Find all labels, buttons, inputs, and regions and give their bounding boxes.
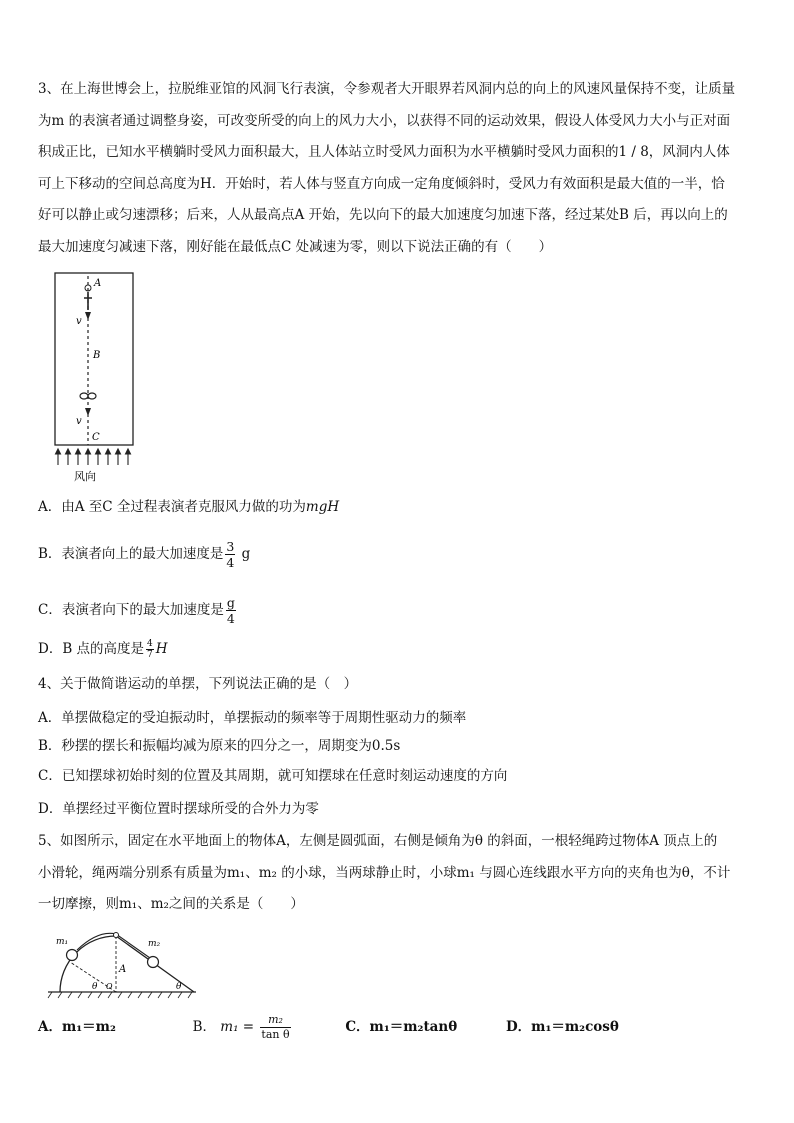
q3-option-a-text: A．由A 至C 全过程表演者克服风力做的功为 [38,499,306,515]
fraction-numerator: 3 [226,539,235,554]
q3-option-a [38,497,339,517]
q4-option-b: B．秒摆的摆长和振幅均减为原来的四分之一，周期变为0.5s [38,738,401,754]
q5-option-b-label: B． [192,1019,216,1035]
q3-option-c-text: C．表演者向下的最大加速度是 [38,602,224,618]
q5-stem-line: 小滑轮，绳两端分别系有质量为m₁、m₂ 的小球，当两球静止时，小球m₁ 与圆心连线跟水平方向的夹角也为θ，不计 [38,864,731,881]
q3-stem-line: 积成正比，已知水平横躺时受风力面积最大，且人体站立时受风力面积为水平横躺时受风力面积的1 / 8，风洞内人体 [38,144,730,160]
label-C: C [92,432,100,443]
q5-stem-line: 5、如图所示，固定在水平地面上的物体A，左侧是圆弧面，右侧是倾角为θ 的斜面，一根轻绳跨过物体A 顶点上的 [38,833,718,849]
fraction-denominator: tan θ [261,1028,290,1041]
q3-stem-line: 为m 的表演者通过调整身姿，可改变所受的向上的风力大小，以获得不同的运动效果，假设人体受风力大小与正对面 [38,112,731,129]
wind-caption: 风向 [74,470,96,483]
ball-m1 [67,950,78,961]
q4-option-c: C．已知摆球初始时刻的位置及其周期，就可知摆球在任意时刻运动速度的方向 [38,768,508,784]
label-theta-left: θ [92,982,98,992]
fraction-denominator: 7 [147,650,153,660]
q3-option-d-fraction [146,639,154,660]
q5-option-d: D．m₁＝m₂cosθ [505,1019,619,1035]
wind-arrows [56,449,131,465]
q3-option-c-fraction [226,595,236,626]
q3-option-b-fraction [225,539,235,570]
label-A: A [119,964,127,975]
fraction-denominator: 4 [226,611,235,626]
q4-option-d: D．单摆经过平衡位置时摆球所受的合外力为零 [38,801,319,817]
label-m2: m₂ [148,939,161,949]
q3-option-c [38,591,238,629]
q5-option-b-fraction [260,1013,290,1042]
q5-option-b [193,1012,293,1042]
object-A-outline [60,936,194,992]
fraction-denominator: 4 [226,555,235,570]
label-A: A [94,278,102,289]
arc-incline-figure [46,928,206,1000]
q3-option-d [38,637,168,661]
q3-stem-line: 最大加速度匀减速下落，刚好能在最低点C 处减速为零，则以下说法正确的有（ ） [38,238,553,255]
q5-option-a: A．m₁＝m₂ [38,1019,116,1035]
q3-option-d-text: D．B 点的高度是 [38,641,145,657]
q3-option-a-math: mgH [305,499,340,515]
q3-option-d-var: H [155,641,168,657]
ball-m2 [148,957,159,968]
label-m1: m₁ [56,937,69,947]
fraction-numerator: 4 [147,639,153,649]
q3-option-b-suffix: g [237,546,251,562]
question-5-stem [38,826,756,921]
fraction-numerator: m₂ [260,1013,290,1028]
q3-stem-line: 3、在上海世博会上，拉脱维亚馆的风洞飞行表演，令参观者大开眼界若风洞内总的向上的风速风量保持不变，让质量 [38,81,736,97]
q3-stem-line: 好可以静止或匀速漂移；后来，人从最高点A 开始，先以向下的最大加速度匀加速下落，经过某处B 后，再以向上的 [38,207,728,223]
q3-option-b-text: B．表演者向上的最大加速度是 [38,546,224,562]
q3-stem-line: 可上下移动的空间总高度为H．开始时，若人体与竖直方向成一定角度倾斜时，受风力有效面积是最大值的一半，恰 [38,175,725,192]
fraction-numerator: g [226,595,235,610]
q4-option-a: A．单摆做稳定的受迫振动时，单摆振动的频率等于周期性驱动力的频率 [38,710,467,726]
label-theta-right: θ [176,982,182,992]
q5-option-c: C．m₁＝m₂tanθ [345,1019,458,1035]
q5-stem-line: 一切摩擦，则m₁、m₂之间的关系是（ ） [38,896,304,912]
question-4-stem: 4、关于做简谐运动的单摆，下列说法正确的是（ ） [38,676,358,692]
label-v-top: v [76,316,82,327]
q5-options [38,1012,619,1042]
rope [77,933,150,958]
label-B: B [93,350,101,361]
q3-option-b [38,535,250,573]
question-3-stem [38,74,756,263]
pulley-icon [114,933,119,938]
wind-tunnel-figure [38,268,138,486]
label-v-bottom: v [76,416,82,427]
label-O: O [106,982,113,991]
q5-option-b-lhs: m₁ = [220,1019,255,1035]
ground-hatch [48,992,192,998]
